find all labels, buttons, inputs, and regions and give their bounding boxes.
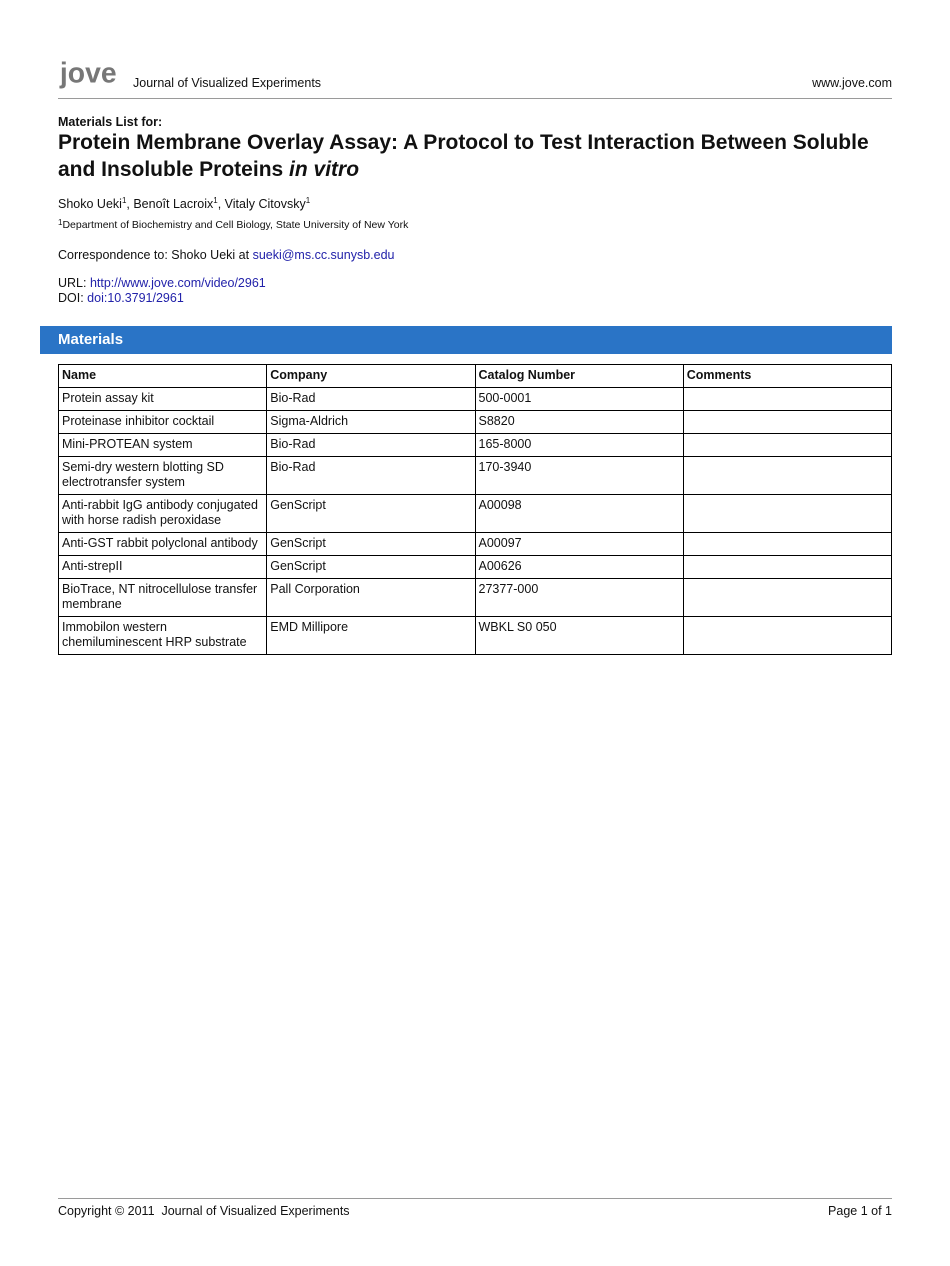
title-italic: in vitro (289, 158, 360, 181)
author-name: Benoît Lacroix (133, 197, 214, 212)
author-affiliation-mark: 1 (305, 196, 311, 205)
table-row (59, 387, 892, 410)
cell-name: Proteinase inhibitor cocktail (59, 410, 267, 433)
cell-name: Anti-strepII (59, 555, 267, 578)
table-row (59, 410, 892, 433)
cell-comments (683, 494, 891, 532)
author-affiliation-mark: 1 (121, 196, 127, 205)
cell-catalog-number: 27377-000 (475, 578, 683, 616)
page-number: Page 1 of 1 (828, 1204, 892, 1218)
cell-company: Bio-Rad (267, 387, 475, 410)
cell-catalog-number: WBKL S0 050 (475, 616, 683, 654)
cell-name: Anti-GST rabbit polyclonal antibody (59, 532, 267, 555)
doi-link[interactable]: doi:10.3791/2961 (87, 291, 184, 305)
cell-company: GenScript (267, 494, 475, 532)
author-list (58, 196, 310, 211)
site-url[interactable]: www.jove.com (812, 76, 892, 90)
cell-catalog-number: S8820 (475, 410, 683, 433)
table-row (59, 433, 892, 456)
correspondence (58, 248, 394, 262)
affiliation (58, 219, 408, 231)
cell-catalog-number: 500-0001 (475, 387, 683, 410)
cell-catalog-number: A00626 (475, 555, 683, 578)
cell-name: Immobilon western chemiluminescent HRP substrate (59, 616, 267, 654)
cell-comments (683, 410, 891, 433)
table-row (59, 555, 892, 578)
cell-company: Bio-Rad (267, 456, 475, 494)
author-name: Shoko Ueki (58, 197, 122, 212)
page-title (58, 129, 888, 183)
cell-comments (683, 578, 891, 616)
cell-comments (683, 532, 891, 555)
table-row (59, 494, 892, 532)
table-header-row (59, 365, 892, 388)
cell-catalog-number: 170-3940 (475, 456, 683, 494)
column-header-company: Company (267, 365, 475, 388)
cell-name: Protein assay kit (59, 387, 267, 410)
title-main: Protein Membrane Overlay Assay: A Protocol to Test Interaction Between Soluble and Insoluble Proteins (58, 131, 869, 181)
column-header-catalog-number: Catalog Number (475, 365, 683, 388)
table-row (59, 532, 892, 555)
correspondence-prefix: Correspondence to: Shoko Ueki at (58, 248, 253, 262)
cell-comments (683, 616, 891, 654)
author-separator: , (126, 197, 134, 212)
doi-label: DOI: (58, 291, 88, 305)
materials-section-header (40, 326, 892, 354)
copyright-notice: Copyright © 2011 Journal of Visualized Experiments (58, 1204, 350, 1218)
cell-comments (683, 433, 891, 456)
url-doi-block (58, 276, 266, 306)
cell-company: GenScript (267, 532, 475, 555)
video-url-link[interactable]: http://www.jove.com/video/2961 (89, 276, 266, 290)
table-row (59, 456, 892, 494)
url-label: URL: (58, 276, 90, 290)
table-row (59, 578, 892, 616)
cell-catalog-number: 165-8000 (475, 433, 683, 456)
page-header (58, 60, 892, 99)
cell-company: Bio-Rad (267, 433, 475, 456)
affiliation-text: Department of Biochemistry and Cell Biology, State University of New York (62, 219, 409, 231)
cell-company: GenScript (267, 555, 475, 578)
jove-logo (58, 60, 126, 94)
url-row (58, 276, 266, 291)
jove-logo-text: jove (59, 60, 117, 90)
page-footer (58, 1198, 892, 1218)
affiliation-number: 1 (58, 218, 63, 227)
cell-company: EMD Millipore (267, 616, 475, 654)
journal-name: Journal of Visualized Experiments (133, 76, 322, 90)
column-header-name: Name (59, 365, 267, 388)
author-name: Vitaly Citovsky (224, 197, 306, 212)
cell-company: Sigma-Aldrich (267, 410, 475, 433)
cell-name: Mini-PROTEAN system (59, 433, 267, 456)
cell-name: Semi-dry western blotting SD electrotransfer system (59, 456, 267, 494)
author-separator: , (217, 197, 225, 212)
cell-comments (683, 387, 891, 410)
cell-catalog-number: A00097 (475, 532, 683, 555)
cell-name: Anti-rabbit IgG antibody conjugated with horse radish peroxidase (59, 494, 267, 532)
table-row (59, 616, 892, 654)
doi-row (58, 291, 266, 306)
author-affiliation-mark: 1 (213, 196, 218, 205)
column-header-comments: Comments (683, 365, 891, 388)
materials-list-kicker: Materials List for: (58, 115, 163, 129)
cell-comments (683, 456, 891, 494)
cell-catalog-number: A00098 (475, 494, 683, 532)
cell-name: BioTrace, NT nitrocellulose transfer membrane (59, 578, 267, 616)
section-title: Materials (58, 331, 124, 348)
materials-table (58, 364, 892, 655)
cell-comments (683, 555, 891, 578)
cell-company: Pall Corporation (267, 578, 475, 616)
correspondence-email-link[interactable]: sueki@ms.cc.sunysb.edu (252, 248, 395, 262)
